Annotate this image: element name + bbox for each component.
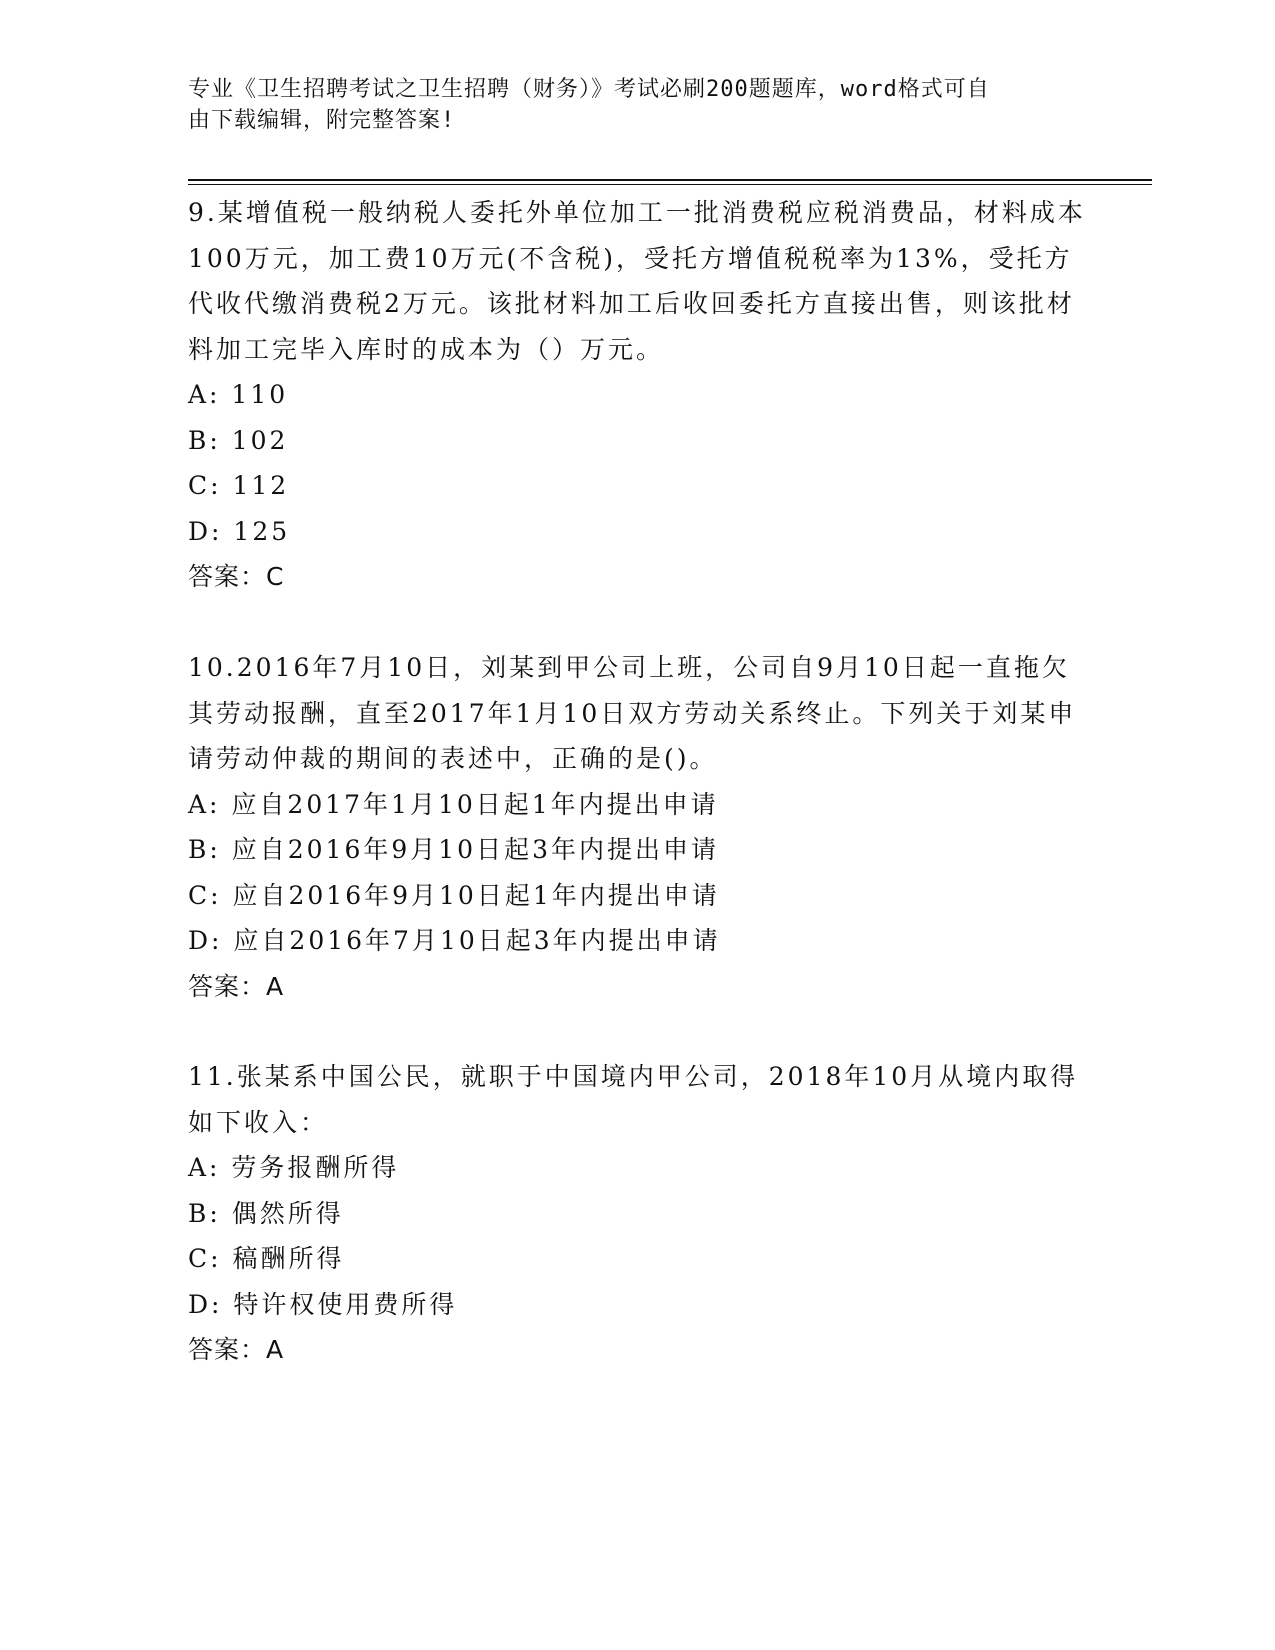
option-a: A: 劳务报酬所得 [188, 1153, 400, 1182]
answer: 答案：A [188, 971, 285, 1001]
option-c: C: 稿酬所得 [188, 1244, 345, 1273]
header-title-line-2: 由下载编辑，附完整答案! [188, 108, 456, 133]
option-d: D: 特许权使用费所得 [188, 1289, 458, 1319]
question-9 [188, 190, 1088, 600]
option-c: C: 112 [188, 471, 290, 500]
answer: 答案：A [188, 1335, 285, 1364]
option-b: B: 偶然所得 [188, 1198, 344, 1228]
question-stem: 9.某增值税一般纳税人委托外单位加工一批消费税应税消费品，材料成本100万元，加工费10万元(不含税)，受托方增值税税率为13%，受托方代收代缴消费税2万元。该批材料加工后收回委托方直接出售，则该批材料加工完毕入库时的成本为（）万元。 [188, 198, 1086, 364]
header-divider-thin [188, 184, 1152, 185]
option-d: D: 125 [188, 516, 291, 546]
answer: 答案：C [188, 562, 285, 591]
option-b: B: 应自2016年9月10日起3年内提出申请 [188, 835, 719, 864]
option-d: D: 应自2016年7月10日起3年内提出申请 [188, 926, 721, 955]
option-c: C: 应自2016年9月10日起1年内提出申请 [188, 880, 720, 910]
option-b: B: 102 [188, 425, 289, 455]
question-10 [188, 645, 1088, 1009]
question-11 [188, 1054, 1088, 1373]
option-a: A: 110 [188, 380, 289, 409]
question-stem: 10.2016年7月10日，刘某到甲公司上班，公司自9月10日起一直拖欠其劳动报酬，直至2017年1月10日双方劳动关系终止。下列关于刘某申请劳动仲裁的期间的表述中，正确的是()。 [188, 653, 1077, 773]
header-divider-thick [188, 179, 1152, 181]
document-header [188, 74, 1068, 136]
header-title-line-1: 专业《卫生招聘考试之卫生招聘（财务）》考试必刷200题题库，word格式可自 [188, 77, 990, 102]
option-a: A: 应自2017年1月10日起1年内提出申请 [188, 789, 719, 819]
question-stem: 11.张某系中国公民，就职于中国境内甲公司，2018年10月从境内取得如下收入： [188, 1062, 1079, 1137]
